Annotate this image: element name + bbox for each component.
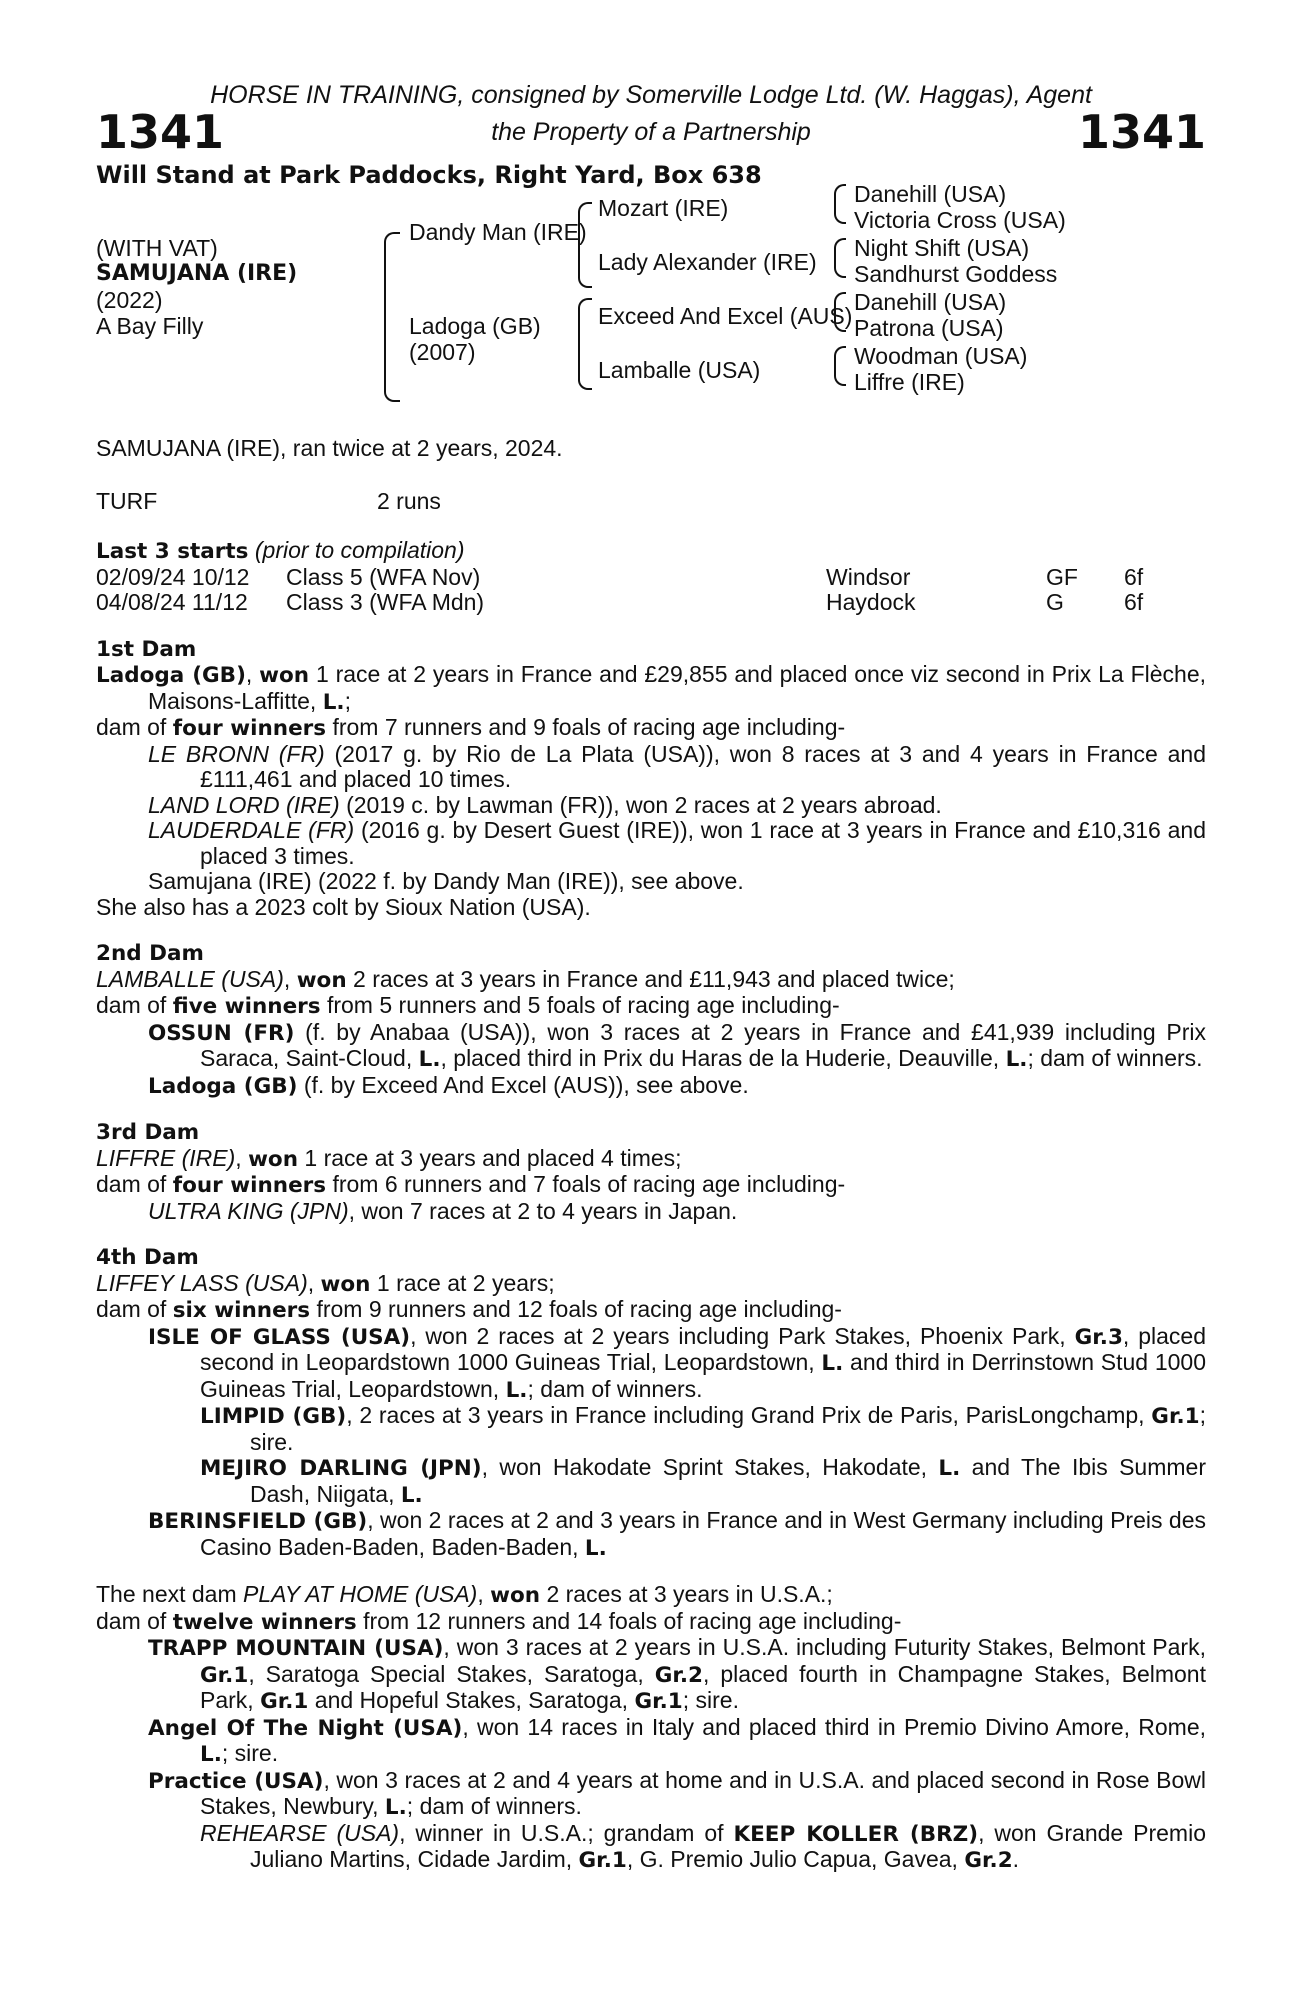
progeny-text: (2017 g. by Rio de La Plata (USA)), won 8 races at 3 and 4 years in France and £111,461 and placed 10 times. (200, 740, 1206, 792)
group-mark: Gr.2 (964, 1848, 1013, 1873)
progeny-name: LE BRONN (FR) (148, 740, 325, 767)
dam-of: dam of (96, 992, 173, 1018)
start-date: 02/09/24 (96, 563, 186, 590)
brace-ss (834, 184, 846, 224)
brace-sd (834, 238, 846, 278)
progeny-text: (f. by Anabaa (USA)), won 3 races at 2 years in France and £41,939 including Prix Saraca, Saint-Cloud, (200, 1018, 1206, 1071)
horse-description: A Bay Filly (96, 313, 204, 339)
progeny-name: LIMPID (GB) (200, 1404, 347, 1429)
list-item (96, 1455, 1206, 1508)
progeny-text: ; dam of winners. (406, 1793, 582, 1819)
winners-count: six winners (172, 1298, 311, 1323)
property-line: the Property of a Partnership (491, 118, 811, 146)
list-item (96, 1715, 1206, 1768)
first-dam-record: Ladoga (GB), won 1 race at 2 years in France and £29,855 and placed once viz second in Prix La Flèche, Maisons-Laffitte, L.; (96, 661, 1206, 715)
list-item (96, 1324, 1206, 1404)
fourth-dam-record: LIFFEY LASS (USA), won 1 race at 2 years; (96, 1269, 555, 1297)
start-date-pos (96, 590, 286, 616)
record-text: from 6 runners and 7 foals of racing age including- (326, 1171, 846, 1197)
progeny-text: ; sire. (682, 1687, 739, 1713)
start-dist: 6f (1124, 563, 1144, 590)
consignment-line: HORSE IN TRAINING, consigned by Somerville Lodge Ltd. (W. Haggas), Agent (210, 81, 1092, 109)
progeny-text: , won Hakodate Sprint Stakes, Hakodate, (481, 1454, 939, 1480)
group-mark: Gr.1 (578, 1848, 627, 1873)
lot-number-right: 1341 (1077, 105, 1206, 159)
ds-sire: Danehill (USA) (854, 289, 1007, 315)
sire-name: Dandy Man (IRE) (409, 219, 587, 245)
fourth-dam-heading: 4th Dam (96, 1245, 199, 1270)
start-pos: 11/12 (191, 589, 248, 615)
listed-mark: L. (505, 1377, 528, 1403)
turf-runs: 2 runs (377, 487, 441, 514)
sd-sire: Night Shift (USA) (854, 235, 1030, 261)
progeny-text: , won 2 races at 2 years including Park Stakes, Phoenix Park, (410, 1322, 1075, 1349)
start-course: Haydock (826, 589, 916, 615)
record-text: The next dam (96, 1581, 244, 1607)
list-item (96, 1020, 1206, 1073)
start-course: Windsor (826, 563, 911, 590)
group-mark: Gr.1 (1151, 1404, 1200, 1429)
winners-count: twelve winners (172, 1609, 357, 1635)
listed-mark: L. (1005, 1047, 1028, 1072)
last-starts-table (96, 565, 1206, 616)
dam-name: LIFFEY LASS (USA) (96, 1269, 308, 1296)
last-starts-note: (prior to compilation) (254, 537, 465, 563)
brace-dd (834, 346, 846, 386)
table-row (96, 590, 1206, 616)
progeny-text: . (1012, 1846, 1020, 1872)
list-item: Samujana (IRE) (2022 f. by Dandy Man (IRE)), see above. (148, 868, 744, 894)
progeny-name: MEJIRO DARLING (JPN) (200, 1456, 482, 1481)
third-dam-heading: 3rd Dam (96, 1120, 200, 1145)
pedigree-brace-sire (578, 202, 592, 288)
dd-sire: Woodman (USA) (854, 343, 1028, 369)
progeny-name: ULTRA KING (JPN) (148, 1197, 349, 1224)
record-text: 1 race at 2 years in France and £29,855 and placed once viz second in Prix La Flèche, Maisons-Laffitte, (148, 661, 1206, 714)
dam-name: LIFFRE (IRE) (96, 1144, 236, 1171)
progeny-name: Practice (USA) (148, 1768, 324, 1794)
listed-mark: L. (584, 1535, 607, 1561)
dam-of: dam of (96, 1296, 173, 1322)
progeny-text: ; sire. (221, 1740, 279, 1766)
list-item (96, 793, 1206, 819)
progeny-text: ; dam of winners. (1027, 1045, 1203, 1071)
group-mark: Gr.3 (1074, 1324, 1123, 1350)
progeny-text: ; dam of winners. (527, 1375, 703, 1402)
group-mark: Gr.1 (260, 1689, 309, 1714)
group-mark: Gr.1 (200, 1662, 249, 1688)
won-label: won (296, 967, 347, 993)
progeny-text: and Hopeful Stakes, Saratoga, (308, 1687, 635, 1713)
dam-name: PLAY AT HOME (USA) (243, 1581, 478, 1607)
dam-of: dam of (96, 714, 173, 740)
progeny-text: , won 3 races at 2 and 4 years at home and in U.S.A. and placed second in Rose Bowl Stakes, Newbury, (200, 1766, 1206, 1819)
progeny-text: , won 2 races at 2 and 3 years in France and in West Germany including Preis des Casino Baden-Baden, Baden-Baden, (200, 1507, 1206, 1560)
start-race: Class 5 (WFA Nov) (286, 563, 481, 590)
pedigree-brace-main (384, 232, 400, 402)
progeny-text: , placed second in Leopardstown 1000 Guineas Trial, Leopardstown, (200, 1322, 1206, 1375)
lot-header (96, 105, 1206, 159)
record-text: from 5 runners and 5 foals of racing age including- (320, 992, 840, 1018)
brace-ds (834, 292, 846, 332)
pedigree-brace-dam (578, 298, 592, 390)
dam-year: (2007) (409, 339, 476, 365)
listed-mark: L. (400, 1482, 423, 1508)
second-dam-heading: 2nd Dam (96, 941, 204, 966)
dam-dam: Lamballe (USA) (598, 357, 761, 383)
progeny-text: , 2 races at 3 years in France including Grand Prix de Paris, ParisLongchamp, (346, 1402, 1152, 1428)
progeny-text: , G. Premio Julio Capua, Gavea, (626, 1846, 965, 1872)
progeny-text: , won Grande Premio Juliano Martins, Cidade Jardim, (250, 1819, 1206, 1872)
progeny-text: , won 3 races at 2 years in U.S.A. including Futurity Stakes, Belmont Park, (443, 1634, 1206, 1660)
last-starts-title: Last 3 starts (96, 539, 249, 564)
record-text: from 7 runners and 9 foals of racing age including- (326, 714, 846, 740)
winners-count: four winners (172, 716, 327, 741)
record-text: 2 races at 3 years in France and £11,943 and placed twice; (346, 965, 955, 992)
won-label: won (248, 1146, 299, 1172)
progeny-name: ISLE OF GLASS (USA) (148, 1324, 411, 1350)
start-going: G (1046, 589, 1064, 615)
dam-name: Ladoga (GB) (409, 313, 541, 339)
pedigree-table (96, 181, 1206, 410)
progeny-name: LAUDERDALE (FR) (148, 817, 355, 843)
list-item (96, 1403, 1206, 1455)
progeny-name: LAND LORD (IRE) (148, 791, 340, 818)
catalogue-body (96, 436, 1206, 1874)
start-date-pos (96, 565, 286, 591)
progeny-text: and third in Derrinstown Stud 1000 Guineas Trial, Leopardstown, (200, 1349, 1207, 1402)
record-text: , (477, 1581, 491, 1607)
record-text: from 12 runners and 14 foals of racing age including- (356, 1607, 902, 1634)
progeny-text: and The Ibis Summer Dash, Niigata, (250, 1454, 1206, 1507)
turf-record (96, 489, 1206, 515)
won-label: won (259, 663, 310, 688)
listed-mark: L. (322, 689, 345, 715)
group-mark: Gr.2 (654, 1662, 703, 1688)
sd-dam: Sandhurst Goddess (854, 261, 1058, 287)
next-dam-produce (96, 1609, 1206, 1636)
listed-mark: L. (200, 1742, 222, 1767)
progeny-text: , placed fourth in Champagne Stakes, Belmont Park, (200, 1660, 1206, 1713)
start-race: Class 3 (WFA Mdn) (286, 589, 485, 615)
start-going: GF (1046, 563, 1078, 590)
record-text: 2 races at 3 years in U.S.A.; (540, 1581, 833, 1607)
list-item (96, 742, 1206, 793)
list-item (96, 1635, 1206, 1715)
turf-label: TURF (96, 487, 158, 514)
progeny-text: , winner in U.S.A.; grandam of (399, 1819, 734, 1846)
progeny-name: KEEP KOLLER (BRZ) (733, 1821, 979, 1847)
next-dam-record (96, 1582, 1206, 1609)
list-item (96, 818, 1206, 869)
stand-location: Will Stand at Park Paddocks, Right Yard, Box 638 (96, 161, 762, 189)
first-dam-heading: 1st Dam (96, 636, 197, 662)
race-summary: SAMUJANA (IRE), ran twice at 2 years, 2024. (96, 435, 563, 461)
listed-mark: L. (821, 1351, 844, 1376)
dam-name: LAMBALLE (USA) (96, 965, 284, 992)
horse-name: SAMUJANA (IRE) (96, 261, 298, 286)
progeny-name: Angel Of The Night (USA) (148, 1715, 463, 1741)
progeny-text: (2016 g. by Desert Guest (IRE)), won 1 race at 3 years in France and £10,316 and placed 3 times. (200, 817, 1206, 869)
start-date: 04/08/24 (96, 589, 186, 615)
start-dist: 6f (1124, 589, 1144, 615)
record-text: ; (344, 687, 351, 714)
sire-sire: Mozart (IRE) (598, 195, 729, 221)
ss-sire: Danehill (USA) (854, 181, 1007, 207)
first-dam-also: She also has a 2023 colt by Sioux Nation (USA). (96, 893, 591, 920)
won-label: won (320, 1271, 371, 1297)
third-dam-record: LIFFRE (IRE), won 1 race at 3 years and placed 4 times; (96, 1144, 682, 1172)
progeny-text: , placed third in Prix du Haras de la Huderie, Deauville, (440, 1045, 1006, 1071)
won-label: won (490, 1583, 541, 1608)
horse-year: (2022) (96, 287, 163, 313)
third-dam-produce (96, 1172, 1206, 1199)
listed-mark: L. (938, 1456, 961, 1481)
list-item (96, 1073, 1206, 1100)
second-dam-produce (96, 993, 1206, 1020)
group-mark: Gr.1 (634, 1689, 683, 1714)
winners-count: four winners (172, 1173, 327, 1198)
progeny-name: Ladoga (GB) (148, 1073, 298, 1099)
fourth-dam-produce (96, 1297, 1206, 1324)
listed-mark: L. (418, 1047, 441, 1072)
list-item (96, 1508, 1206, 1561)
dd-dam: Liffre (IRE) (854, 369, 965, 395)
progeny-name: OSSUN (FR) (148, 1020, 295, 1046)
progeny-text: , Saratoga Special Stakes, Saratoga, (248, 1660, 655, 1687)
list-item (96, 1199, 1206, 1225)
dam-name: Ladoga (GB) (96, 663, 246, 688)
record-text: 1 race at 3 years and placed 4 times; (298, 1144, 682, 1171)
record-text: 1 race at 2 years; (370, 1269, 555, 1296)
progeny-name: TRAPP MOUNTAIN (USA) (148, 1636, 444, 1661)
progeny-name: REHEARSE (USA) (200, 1819, 400, 1846)
ds-dam: Patrona (USA) (854, 315, 1004, 341)
progeny-name: BERINSFIELD (GB) (148, 1509, 368, 1534)
table-row (96, 565, 1206, 591)
winners-count: five winners (172, 994, 321, 1019)
listed-mark: L. (384, 1795, 407, 1820)
sire-dam: Lady Alexander (IRE) (598, 249, 817, 275)
ss-dam: Victoria Cross (USA) (854, 207, 1066, 233)
dam-of: dam of (96, 1607, 173, 1634)
progeny-text: (f. by Exceed And Excel (AUS)), see above. (297, 1071, 749, 1098)
lot-number-left: 1341 (96, 105, 225, 159)
progeny-text: , won 7 races at 2 to 4 years in Japan. (348, 1197, 738, 1224)
vat-note: (WITH VAT) (96, 235, 218, 261)
first-dam-produce (96, 715, 1206, 742)
last-starts-heading (96, 538, 1206, 565)
list-item (96, 1821, 1206, 1874)
progeny-text: , won 14 races in Italy and placed third in Premio Divino Amore, Rome, (462, 1713, 1207, 1740)
dam-of: dam of (96, 1171, 173, 1197)
start-pos: 10/12 (191, 563, 250, 590)
progeny-text: (2019 c. by Lawman (FR)), won 2 races at 2 years abroad. (339, 791, 942, 818)
record-text: from 9 runners and 12 foals of racing age including- (310, 1296, 842, 1322)
list-item (96, 1768, 1206, 1821)
second-dam-record: LAMBALLE (USA), won 2 races at 3 years in France and £11,943 and placed twice; (96, 965, 955, 993)
catalogue-page (96, 78, 1206, 1874)
progeny-text: ; sire. (250, 1402, 1206, 1455)
dam-sire: Exceed And Excel (AUS) (598, 303, 853, 329)
